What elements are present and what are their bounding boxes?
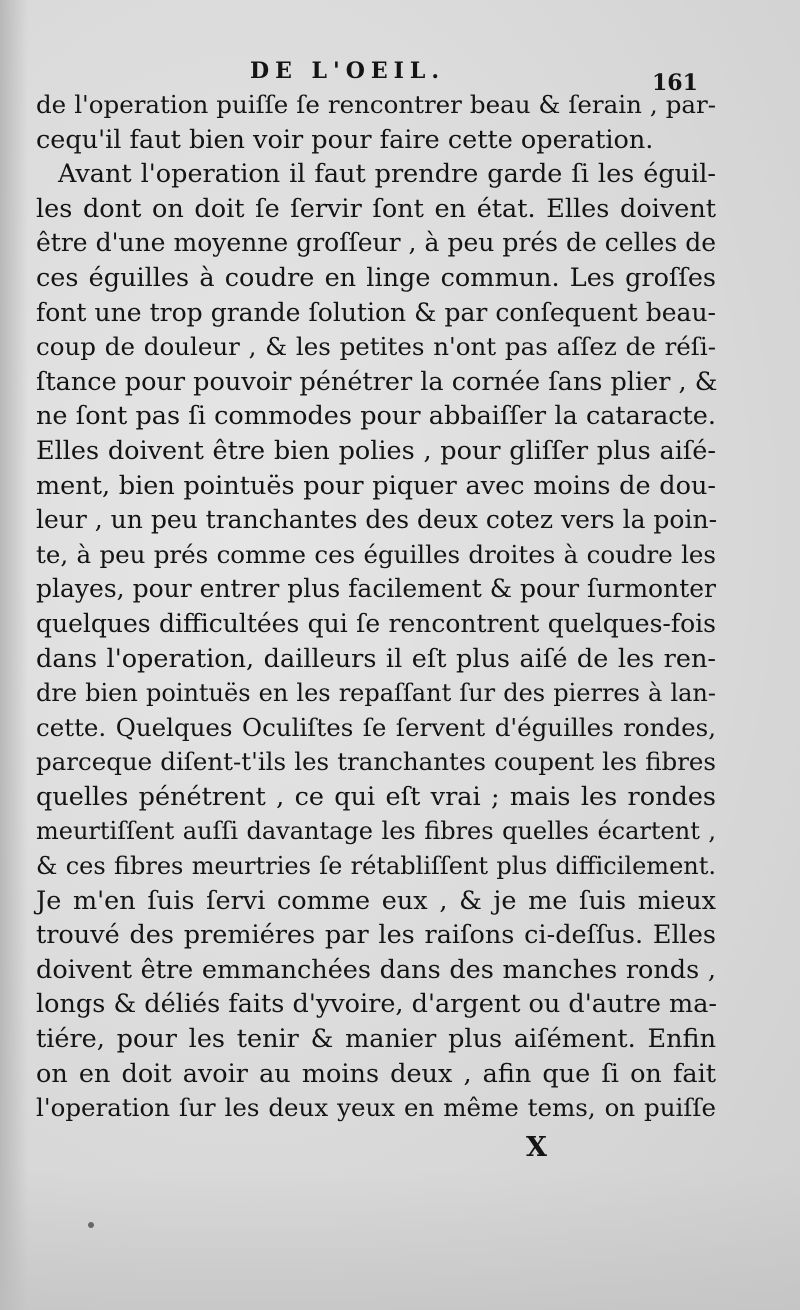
text-line: ment, bien pointuës pour piquer avec moins de dou-: [36, 470, 716, 501]
text-line: parceque diſent-t'ils les tranchantes coupent les fibres: [36, 747, 716, 777]
text-line: ces éguilles à coudre en linge commun. Les groſſes: [36, 262, 716, 293]
text-line: font une trop grande ſolution & par conſequent beau-: [36, 297, 716, 327]
text-line: tiére, pour les tenir & manier plus aiſément. Enfin: [36, 1024, 716, 1055]
text-line: trouvé des premiéres par les raiſons ci-deſſus. Elles: [36, 920, 716, 951]
text-line: être d'une moyenne groſſeur , à peu prés de celles de: [36, 228, 716, 258]
text-line: cette. Quelques Oculiſtes ſe ſervent d'éguilles rondes,: [36, 712, 716, 742]
body-text: [36, 88, 716, 1126]
text-line: te, à peu prés comme ces éguilles droites à coudre les: [36, 539, 716, 569]
text-line: doivent être emmanchées dans des manches ronds ,: [36, 954, 716, 985]
text-line: ſtance pour pouvoir pénétrer la cornée ſans plier , &: [36, 366, 718, 397]
binding-shadow: [0, 0, 28, 1310]
running-head: DE L'OEIL.: [250, 58, 446, 84]
text-line: on en doit avoir au moins deux , afin que ſi on fait: [36, 1058, 716, 1089]
text-line: dans l'operation, dailleurs il eſt plus aiſé de les ren-: [36, 643, 716, 674]
text-line: meurtiſſent auſſi davantage les fibres quelles écartent ,: [36, 817, 716, 846]
text-line: quelques difficultées qui ſe rencontrent quelques-fois: [36, 608, 716, 638]
text-line: Je m'en ſuis ſervi comme eux , & je me ſuis mieux: [36, 885, 716, 916]
text-line: cequ'il faut bien voir pour faire cette operation.: [36, 124, 654, 155]
text-line: Elles doivent être bien polies , pour gliſſer plus aiſé-: [36, 435, 716, 466]
text-line: dre bien pointuës en les repaſſant ſur des pierres à lan-: [36, 679, 716, 708]
signature-mark: X: [526, 1132, 547, 1163]
text-line: & ces fibres meurtries ſe rétabliſſent plus difficilement.: [36, 852, 716, 881]
text-line: l'operation ſur les deux yeux en même tems, on puiſſe: [36, 1093, 716, 1123]
paper-shading: [0, 1170, 800, 1310]
text-line: coup de douleur , & les petites n'ont pas aſſez de réſi-: [36, 332, 716, 362]
text-line: quelles pénétrent , ce qui eſt vrai ; mais les rondes: [36, 781, 716, 812]
text-line: ne ſont pas ſi commodes pour abbaiſſer la cataracte.: [36, 401, 716, 432]
text-line: Avant l'operation il faut prendre garde ſi les éguil-: [58, 159, 716, 190]
text-line: longs & déliés faits d'yvoire, d'argent ou d'autre ma-: [36, 989, 718, 1020]
text-line: les dont on doit ſe ſervir ſont en état. Elles doivent: [36, 193, 716, 224]
page-number: 161: [652, 70, 698, 96]
text-line: leur , un peu tranchantes des deux cotez vers la poin-: [36, 505, 718, 535]
text-line: playes, pour entrer plus facilement & pour ſurmonter: [36, 574, 716, 604]
text-line: de l'operation puiſſe ſe rencontrer beau & ſerain , par-: [36, 90, 716, 119]
paper-speck: [88, 1222, 94, 1228]
